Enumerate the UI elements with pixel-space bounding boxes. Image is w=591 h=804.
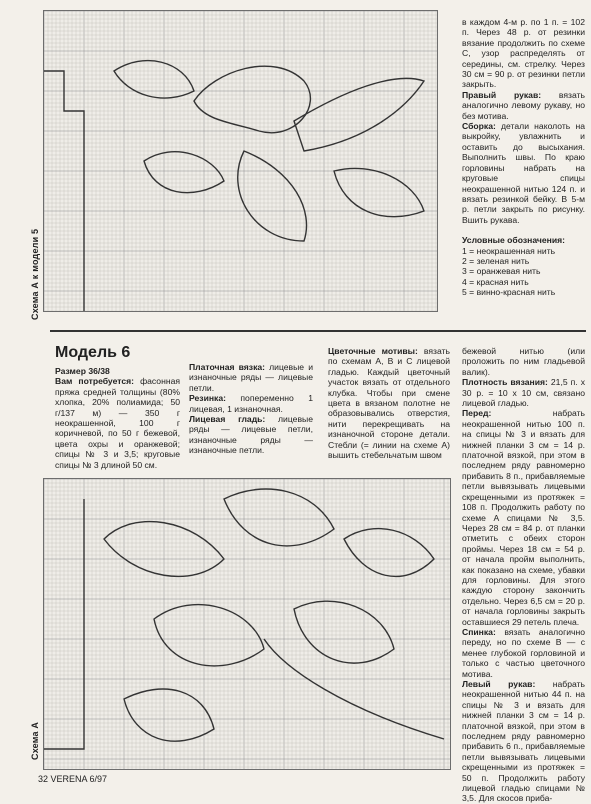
petal-outline	[224, 489, 334, 546]
petal-outline	[334, 168, 424, 216]
instruction-paragraph	[462, 346, 585, 377]
materials-heading: Вам потребуется:	[55, 376, 135, 387]
knitting-chart-bottom	[43, 478, 451, 770]
leaf-outline	[114, 61, 194, 98]
size-label: Размер 36/38	[55, 366, 110, 376]
instruction-heading: Сборка:	[462, 121, 502, 132]
legend-item: 5 = винно-красная нить	[462, 287, 556, 298]
text-column-right-bottom	[462, 346, 585, 804]
technique-heading: Лицевая гладь:	[189, 414, 279, 425]
instruction-heading: Правый рукав:	[462, 89, 559, 100]
petal-outline	[344, 529, 434, 577]
instruction-paragraph	[462, 679, 585, 804]
instruction-heading: Левый рукав:	[462, 679, 553, 689]
instruction-paragraph	[462, 121, 585, 225]
instruction-text: 21,5 п. х 30 р. = 10 х 10 см, связано лицевой гладью.	[462, 377, 585, 409]
page-footer: 32 VERENA 6/97	[38, 774, 108, 784]
instruction-text: набрать неокрашенной нитью 44 п. на спицы № 3 и вязать для нижней планки 3 см = 14 р. платочной вязкой, при этом в последнем ряду равномерно прибавить 6 п., прибавляемые петли вывязывать лицевыми скрещенными из протяжек = 50 п. Продолжить работу лицевой гладью спицами № 3,5. Для скосов приба-	[462, 679, 585, 804]
legend-item: 2 = зеленая нить	[462, 255, 530, 266]
motif-heading: Цветочные мотивы:	[328, 346, 418, 356]
legend-item: 3 = оранжевая нить	[462, 266, 541, 277]
instruction-text: набрать неокрашенной нитью 100 п. на спицы № 3 и вязать для нижней планки 3 см = 14 р. платочной вязкой, при этом в последнем ряду равномерно прибавить 8 п., прибавляемые петли вывязывать лицевыми скрещенными из протяжек = 108 п. Продолжить работу по схеме А спицами № 3,5. Через 28 см = 84 р. от планки отметить с обеих сторон проймы. Через 18 см = 54 р. от начала пройм выполнить, как показано на схеме, убавки для горловины. Для этого каждую сторону закончить отдельно. Через 6,5 см = 20 р. от начала горловины закрыть оставшиеся 29 петель плеча.	[462, 408, 585, 627]
stem-line	[264, 639, 444, 739]
legend-heading: Условные обозначения:	[462, 235, 565, 246]
instruction-text: в каждом 4-м р. по 1 п. = 102 п. Через 48 р. от резинки вязание продолжить по схеме С, узор распределять от середины, см. стрелку. Через 30 см = 90 р. от резинки петли закрыть.	[462, 17, 585, 90]
instruction-text: бежевой нитью (или проложить по ним гладьевой валик).	[462, 346, 585, 377]
chart-label-top: Схема А к модели 5	[30, 228, 40, 320]
legend-item: 1 = неокрашенная нить	[462, 245, 556, 256]
legend-list	[462, 246, 585, 298]
instruction-heading: Спинка:	[462, 626, 505, 637]
technique-text: лицевые и изнаночные ряды — лицевые петли.	[189, 362, 313, 393]
instruction-text: вязать аналогично переду, но по схеме В — с менее глубокой горловиной и только с частью цветочного мотива.	[462, 626, 586, 679]
instruction-heading: Плотность вязания:	[462, 377, 551, 388]
instruction-text: детали наколоть на выкройку, увлажнить и оставить до высыхания. Выполнить швы. По краю горловины набрать на круговые спицы неокрашенной нитью 124 п. и вязать резинкой бейку. В 5-м р. петли закрыть по рисунку. Вшить рукава.	[462, 121, 585, 225]
technique-column	[189, 344, 313, 456]
instruction-text: вязать аналогично левому рукаву, но без мотива.	[462, 89, 585, 121]
model-title: Модель 6	[55, 344, 131, 361]
materials-text: фасонная пряжа средней толщины (80% хлопка, 20% полиамида; 50 г/137 м) — 350 г неокрашенной, 100 г коричневой, по 50 г бежевой, цвета охры и оранжевой; спицы № 3 и 3,5; круговые спицы № 3 длиной 50 см.	[55, 376, 181, 470]
technique-text: попеременно 1 лицевая, 1 изнаночная.	[189, 393, 313, 414]
chart-label-bottom: Схема А	[30, 721, 40, 760]
instruction-paragraph	[462, 17, 585, 90]
technique-heading: Резинка:	[189, 393, 241, 404]
chart-grid-top	[44, 11, 437, 311]
technique-paragraph	[189, 393, 313, 414]
instruction-paragraph	[462, 627, 585, 679]
legend-item: 4 = красная нить	[462, 276, 529, 287]
motif-text: вязать по схемам А, В и С лицевой гладью. Каждый цветочный участок вязать от отдельного клубка. Чтобы при смене цвета в вязаном полотне не образовывались отверстия, нити перекрещивать на изнаночной стороне детали. Стебли (= линии на схеме А) вышить стебельчатым швом	[328, 346, 450, 461]
instruction-paragraph	[462, 408, 585, 627]
motif-column	[328, 346, 450, 460]
text-column-right-top	[462, 17, 585, 298]
section-divider	[50, 330, 586, 332]
instruction-heading: Перед:	[462, 408, 553, 419]
materials-column	[55, 366, 180, 470]
instruction-paragraph	[462, 377, 585, 408]
chart-grid-bottom	[44, 479, 450, 769]
petal-outline	[294, 78, 424, 151]
technique-paragraph	[189, 362, 313, 393]
technique-heading: Платочная вязка:	[189, 362, 270, 372]
knitting-chart-top	[43, 10, 438, 312]
instruction-paragraph	[462, 90, 585, 121]
technique-text: лицевые ряды — лицевые петли, изнаночные ряды — изнаночные петли.	[189, 414, 313, 456]
technique-paragraph	[189, 414, 313, 456]
